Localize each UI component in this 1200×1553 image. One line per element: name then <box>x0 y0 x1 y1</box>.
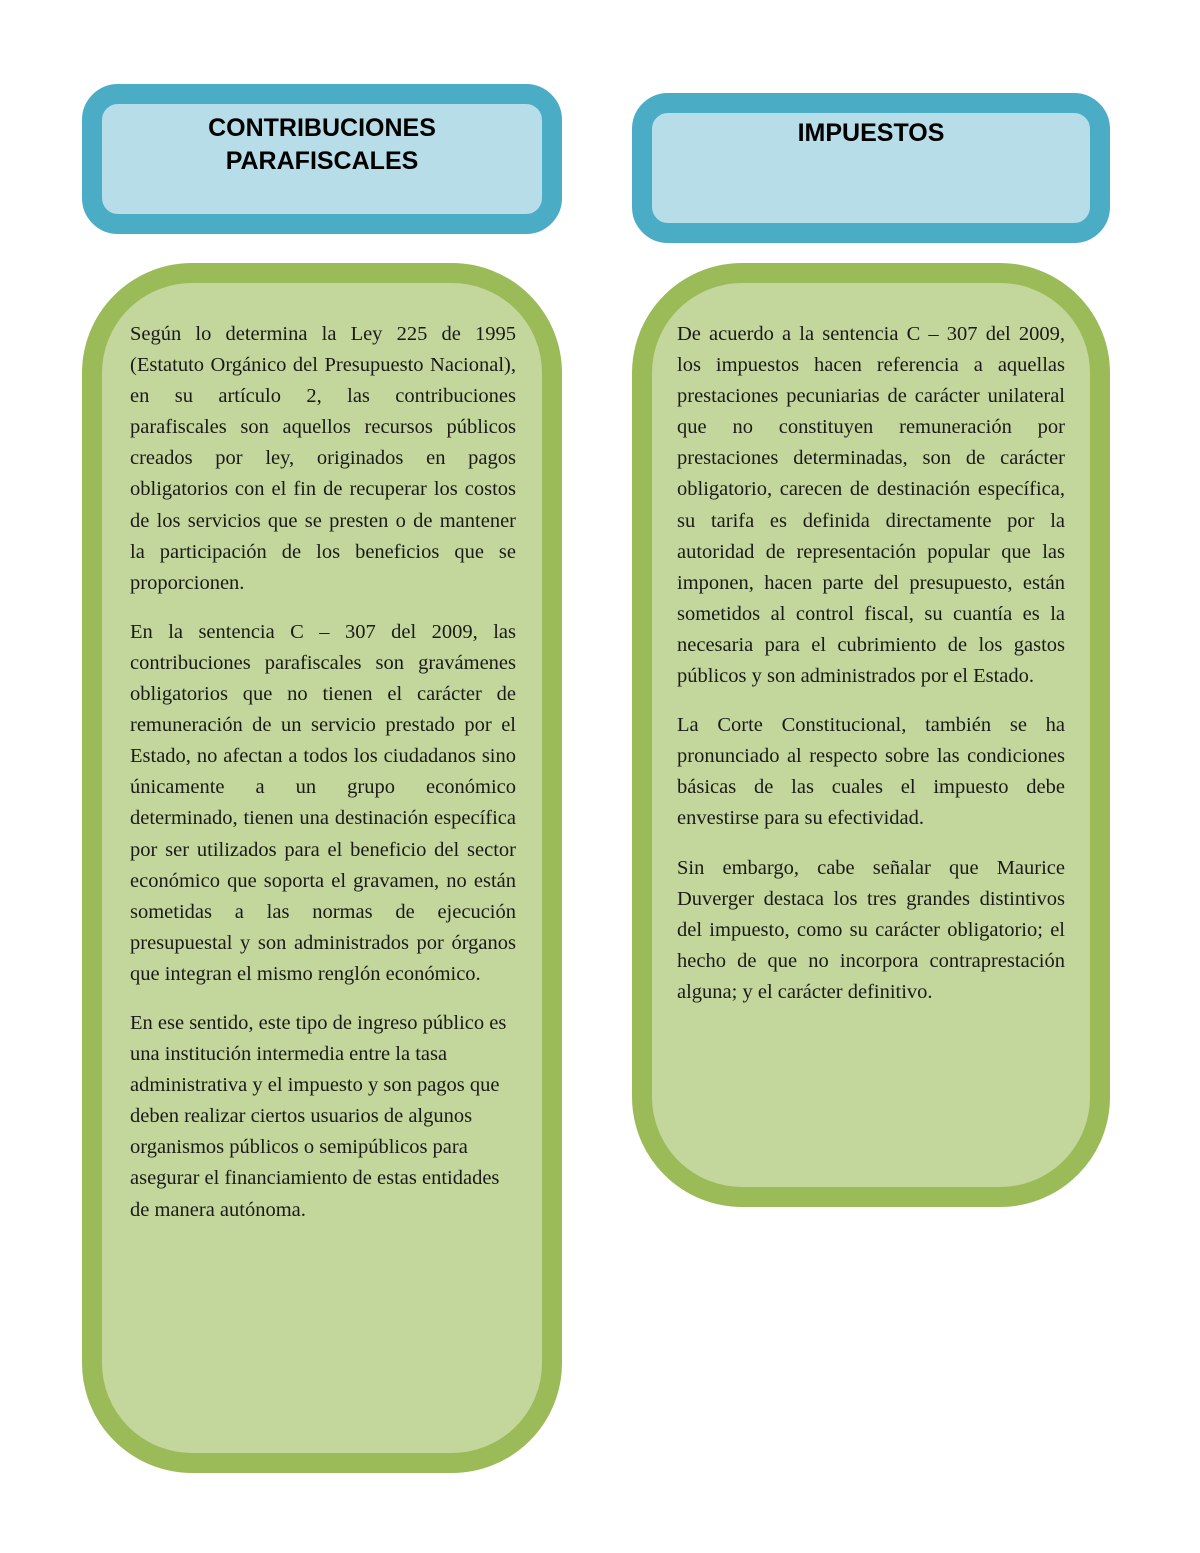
header-impuestos <box>632 93 1110 243</box>
paragraph-impuestos-3: Sin embargo, cabe señalar que Maurice Duverger destaca los tres grandes distintivos del impuesto, como su carácter obligatorio; el hecho de que no incorpora contraprestación alguna; y el carácter definitivo. <box>677 856 1065 1003</box>
paragraph-contribuciones-1: Según lo determina la Ley 225 de 1995 (Estatuto Orgánico del Presupuesto Nacional), en su artículo 2, las contribuciones parafiscales son aquellos recursos públicos creados por ley, originados en pagos obligatorios con el fin de recuperar los costos de los servicios que se presten o de mantener la participación de los beneficios que se proporcionen. <box>130 323 516 594</box>
paragraph-impuestos-1: De acuerdo a la sentencia C – 307 del 2009, los impuestos hacen referencia a aquellas prestaciones pecuniarias de carácter unilateral que no constituyen remuneración por prestaciones determinadas, son de carácter obligatorio, carecen de destinación específica, su tarifa es definida directamente por la autoridad de representación popular que las imponen, hacen parte del presupuesto, están sometidos al control fiscal, su cuantía es la necesaria para el cubrimiento de los gastos públicos y son administrados por el Estado. <box>677 323 1065 688</box>
header-title-impuestos: IMPUESTOS <box>797 119 945 147</box>
paragraph-impuestos-2: La Corte Constitucional, también se ha pronunciado al respecto sobre las condiciones básicas de las cuales el impuesto debe envestirse para su efectividad. <box>677 714 1065 830</box>
header-contribuciones-parafiscales <box>82 84 562 234</box>
paragraph-contribuciones-3: En ese sentido, este tipo de ingreso público es una institución intermedia entre la tasa administrativa y el impuesto y son pagos que deben realizar ciertos usuarios de algunos organismos públicos o semipúblicos para asegurar el financiamiento de estas entidades de manera autónoma. <box>130 1011 507 1221</box>
content-panel-impuestos <box>632 263 1110 1207</box>
header-title-line-2: PARAFISCALES <box>225 147 419 175</box>
paragraph-contribuciones-2: En la sentencia C – 307 del 2009, las contribuciones parafiscales son gravámenes obligatorios que no tienen el carácter de remuneración de un servicio prestado por el Estado, no afectan a todos los ciudadanos sino únicamente a un grupo económico determinado, tienen una destinación específica por ser utilizados para el beneficio del sector económico que soporta el gravamen, no están sometidas a las normas de ejecución presupuestal y son administrados por órganos que integran el mismo renglón económico. <box>130 620 516 985</box>
content-panel-contribuciones <box>82 263 562 1473</box>
header-title-line-1: CONTRIBUCIONES <box>208 114 436 142</box>
